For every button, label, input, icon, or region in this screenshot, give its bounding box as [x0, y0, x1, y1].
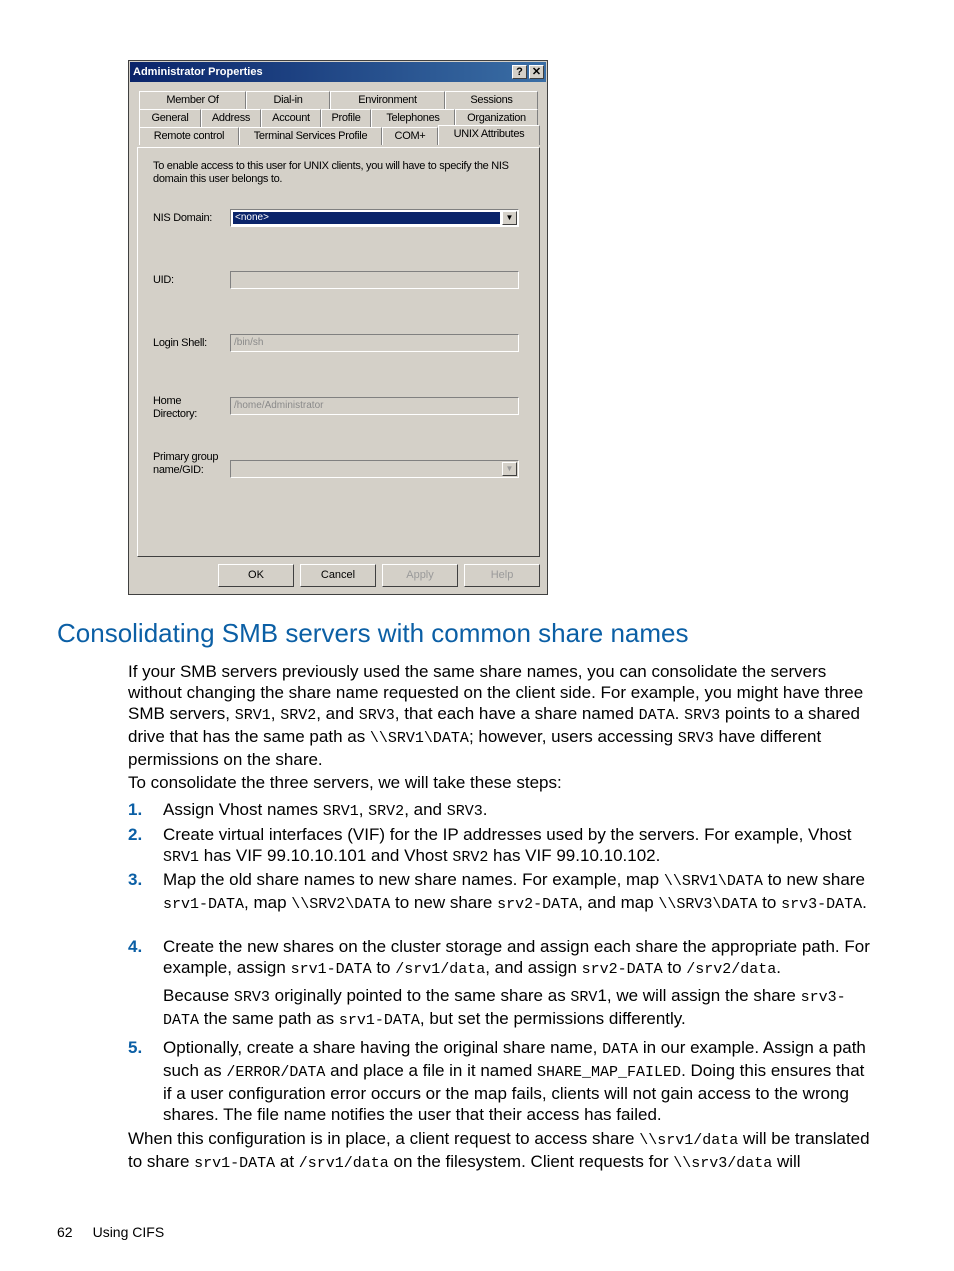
- inline-code: srv3-DATA: [781, 896, 863, 913]
- step-text: Assign Vhost names SRV1, SRV2, and SRV3.: [163, 800, 488, 820]
- inline-code: SRV3: [358, 707, 395, 724]
- inline-code: \\SRV1\DATA: [663, 873, 763, 890]
- help-button[interactable]: Help: [464, 564, 540, 587]
- administrator-properties-dialog: [128, 60, 548, 595]
- tab-account[interactable]: Account: [261, 109, 321, 127]
- cancel-button[interactable]: Cancel: [300, 564, 376, 587]
- inline-code: SRV3: [446, 803, 483, 820]
- inline-code: DATA: [638, 707, 675, 724]
- inline-code: srv2-DATA: [497, 896, 579, 913]
- inline-code: SRV1: [163, 849, 200, 866]
- home-directory-field[interactable]: /home/Administrator: [230, 397, 519, 415]
- tab-telephones[interactable]: Telephones: [371, 109, 455, 127]
- inline-code: srv3-DATA: [163, 989, 846, 1029]
- steps-intro: To consolidate the three servers, we will take these steps:: [128, 773, 562, 792]
- tab-member-of[interactable]: Member Of: [139, 91, 246, 109]
- footer-section: Using CIFS: [92, 1224, 165, 1240]
- page-footer: [57, 1223, 184, 1241]
- inline-code: SRV3: [233, 989, 270, 1006]
- inline-code: \\SRV1\DATA: [369, 730, 469, 747]
- dialog-title: Administrator Properties: [133, 66, 263, 78]
- inline-code: SRV1: [234, 707, 271, 724]
- login-shell-label: Login Shell:: [153, 337, 207, 349]
- tab-sessions[interactable]: Sessions: [445, 91, 538, 109]
- inline-code: srv1-DATA: [290, 961, 372, 978]
- inline-code: SRV2: [452, 849, 489, 866]
- step-number: 5.: [128, 1038, 143, 1057]
- uid-label: UID:: [153, 274, 174, 286]
- help-icon[interactable]: ?: [512, 65, 527, 79]
- inline-code: /srv2/data: [686, 961, 777, 978]
- login-shell-field[interactable]: /bin/sh: [230, 334, 519, 352]
- inline-code: \\srv3/data: [673, 1155, 773, 1172]
- step-text: Create virtual interfaces (VIF) for the IP addresses used by the servers. For example, Vhost SRV1 has VIF 99.10.10.101 and Vhost SRV2 has VIF 99.10.10.102.: [163, 825, 852, 866]
- nis-domain-select[interactable]: [230, 209, 519, 227]
- nis-domain-label: NIS Domain:: [153, 212, 213, 224]
- tab-address[interactable]: Address: [201, 109, 261, 127]
- tab-dial-in[interactable]: Dial-in: [246, 91, 330, 109]
- step-text: Create the new shares on the cluster storage and assign each share the appropriate path. For example, assign srv1-DATA to /srv1/data, and assign srv2-DATA to /srv2/data.: [163, 937, 870, 978]
- step-text: Map the old share names to new share names. For example, map \\SRV1\DATA to new share srv1-DATA, map \\SRV2\DATA to new share srv2-DATA, and map \\SRV3\DATA to srv3-DATA.: [163, 870, 867, 913]
- panel-intro-text: To enable access to this user for UNIX clients, you will have to specify the NIS domain this user belongs to.: [153, 160, 509, 185]
- closing-paragraph: When this configuration is in place, a client request to access share \\srv1/data will be translated to share srv1-DATA at /srv1/data on the filesystem. Client requests for \\srv3/data will: [128, 1129, 870, 1172]
- tab-terminal-services-profile[interactable]: Terminal Services Profile: [239, 127, 382, 145]
- step-number: 4.: [128, 937, 143, 956]
- tab-organization[interactable]: Organization: [455, 109, 538, 127]
- dialog-title-bar: [130, 62, 546, 82]
- apply-button[interactable]: Apply: [382, 564, 458, 587]
- inline-code: DATA: [602, 1041, 639, 1058]
- close-icon[interactable]: ✕: [529, 65, 544, 79]
- inline-code: SRV3: [677, 730, 714, 747]
- inline-code: SRV1: [322, 803, 359, 820]
- step-note: Because SRV3 originally pointed to the same share as SRV1, we will assign the share srv3-DATA the same path as srv1-DATA, but set the permissions differently.: [163, 986, 846, 1029]
- intro-paragraph: If your SMB servers previously used the same share names, you can consolidate the servers without changing the share name requested on the client side. For example, you might have three SMB servers, SRV1, SRV2, and SRV3, that each have a share named DATA. SRV3 points to a shared drive that has the same path as \\SRV1\DATA; however, users accessing SRV3 have different permissions on the share.: [128, 662, 864, 769]
- inline-code: \\srv1/data: [639, 1132, 739, 1149]
- chevron-down-icon[interactable]: ▼: [502, 211, 517, 225]
- page-number: 62: [57, 1224, 73, 1240]
- tab-remote-control[interactable]: Remote control: [139, 127, 239, 145]
- tab-general[interactable]: General: [139, 109, 201, 127]
- uid-field[interactable]: [230, 271, 519, 289]
- step-number: 2.: [128, 825, 143, 844]
- tab-com-plus[interactable]: COM+: [382, 127, 438, 145]
- inline-code: SRV2: [280, 707, 317, 724]
- step-number: 1.: [128, 800, 143, 819]
- inline-code: SRV2: [368, 803, 405, 820]
- tab-profile[interactable]: Profile: [321, 109, 371, 127]
- home-directory-label: Home Directory:: [153, 395, 198, 420]
- inline-code: SRV: [570, 989, 598, 1006]
- tab-unix-attributes[interactable]: UNIX Attributes: [438, 125, 540, 145]
- tab-environment[interactable]: Environment: [330, 91, 445, 109]
- nis-domain-value: <none>: [233, 212, 500, 224]
- inline-code: \\SRV3\DATA: [658, 896, 758, 913]
- inline-code: srv1-DATA: [163, 896, 245, 913]
- ok-button[interactable]: OK: [218, 564, 294, 587]
- primary-group-select[interactable]: [230, 460, 519, 478]
- inline-code: SRV3: [684, 707, 721, 724]
- step-number: 3.: [128, 870, 143, 889]
- inline-code: /srv1/data: [298, 1155, 389, 1172]
- section-heading: Consolidating SMB servers with common share names: [57, 618, 689, 648]
- primary-group-label: Primary group name/GID:: [153, 451, 219, 476]
- inline-code: \\SRV2\DATA: [291, 896, 391, 913]
- inline-code: srv1-DATA: [194, 1155, 276, 1172]
- chevron-down-icon[interactable]: ▼: [502, 462, 517, 476]
- unix-attributes-panel: [137, 147, 540, 557]
- inline-code: srv2-DATA: [581, 961, 663, 978]
- inline-code: /srv1/data: [395, 961, 486, 978]
- inline-code: srv1-DATA: [338, 1012, 420, 1029]
- inline-code: SHARE_MAP_FAILED: [537, 1064, 682, 1081]
- inline-code: /ERROR/DATA: [226, 1064, 326, 1081]
- step-text: Optionally, create a share having the original share name, DATA in our example. Assign a path such as /ERROR/DATA and place a file in it named SHARE_MAP_FAILED. Doing this ensures that if a user configuration error occurs or the map fails, clients will not gain access to the wrong shares. The file name notifies the user that their access has failed.: [163, 1038, 866, 1124]
